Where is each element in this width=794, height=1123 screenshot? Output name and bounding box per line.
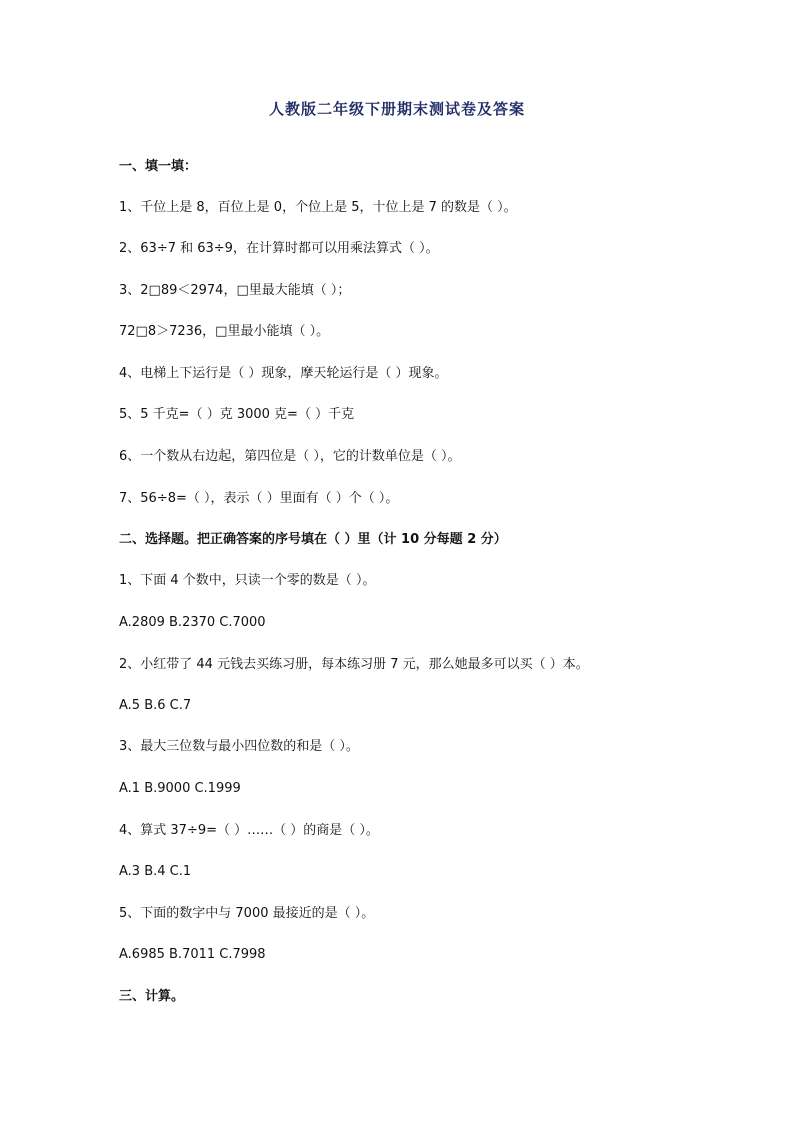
question-line: 4、算式 37÷9=（ ）……（ ）的商是（ ）。 [119, 823, 379, 838]
question-line: 4、电梯上下运行是（ ）现象，摩天轮运行是（ ）现象。 [119, 366, 448, 381]
question-line: 5、下面的数字中与 7000 最接近的是（ ）。 [119, 906, 375, 921]
question-line: 3、最大三位数与最小四位数的和是（ ）。 [119, 739, 359, 754]
answer-options: A.6985 B.7011 C.7998 [119, 947, 266, 962]
answer-options: A.2809 B.2370 C.7000 [119, 615, 266, 630]
question-line: 1、千位上是 8，百位上是 0，个位上是 5，十位上是 7 的数是（ ）。 [119, 200, 517, 215]
section-heading-fill-in: 一、填一填： [119, 159, 198, 174]
document-title: 人教版二年级下册期末测试卷及答案 [268, 100, 525, 118]
question-line: 72□8＞7236，□里最小能填（ ）。 [119, 324, 330, 339]
answer-options: A.5 B.6 C.7 [119, 698, 192, 713]
section-heading-calculation: 三、计算。 [119, 989, 185, 1004]
answer-options: A.1 B.9000 C.1999 [119, 781, 241, 796]
question-line: 2、63÷7 和 63÷9，在计算时都可以用乘法算式（ ）。 [119, 241, 439, 256]
question-line: 5、5 千克=（ ）克 3000 克=（ ）千克 [119, 407, 355, 422]
answer-options: A.3 B.4 C.1 [119, 864, 192, 879]
question-line: 1、下面 4 个数中，只读一个零的数是（ ）。 [119, 573, 376, 588]
question-line: 3、2□89＜2974，□里最大能填（ ）； [119, 283, 351, 298]
question-line: 7、56÷8=（ ），表示（ ）里面有（ ）个（ ）。 [119, 491, 399, 506]
section-heading-choice: 二、选择题。把正确答案的序号填在（ ）里（计 10 分每题 2 分） [119, 532, 507, 547]
question-line: 6、一个数从右边起，第四位是（ ），它的计数单位是（ ）。 [119, 449, 461, 464]
question-line: 2、小红带了 44 元钱去买练习册，每本练习册 7 元，那么她最多可以买（ ）本。 [119, 657, 589, 672]
